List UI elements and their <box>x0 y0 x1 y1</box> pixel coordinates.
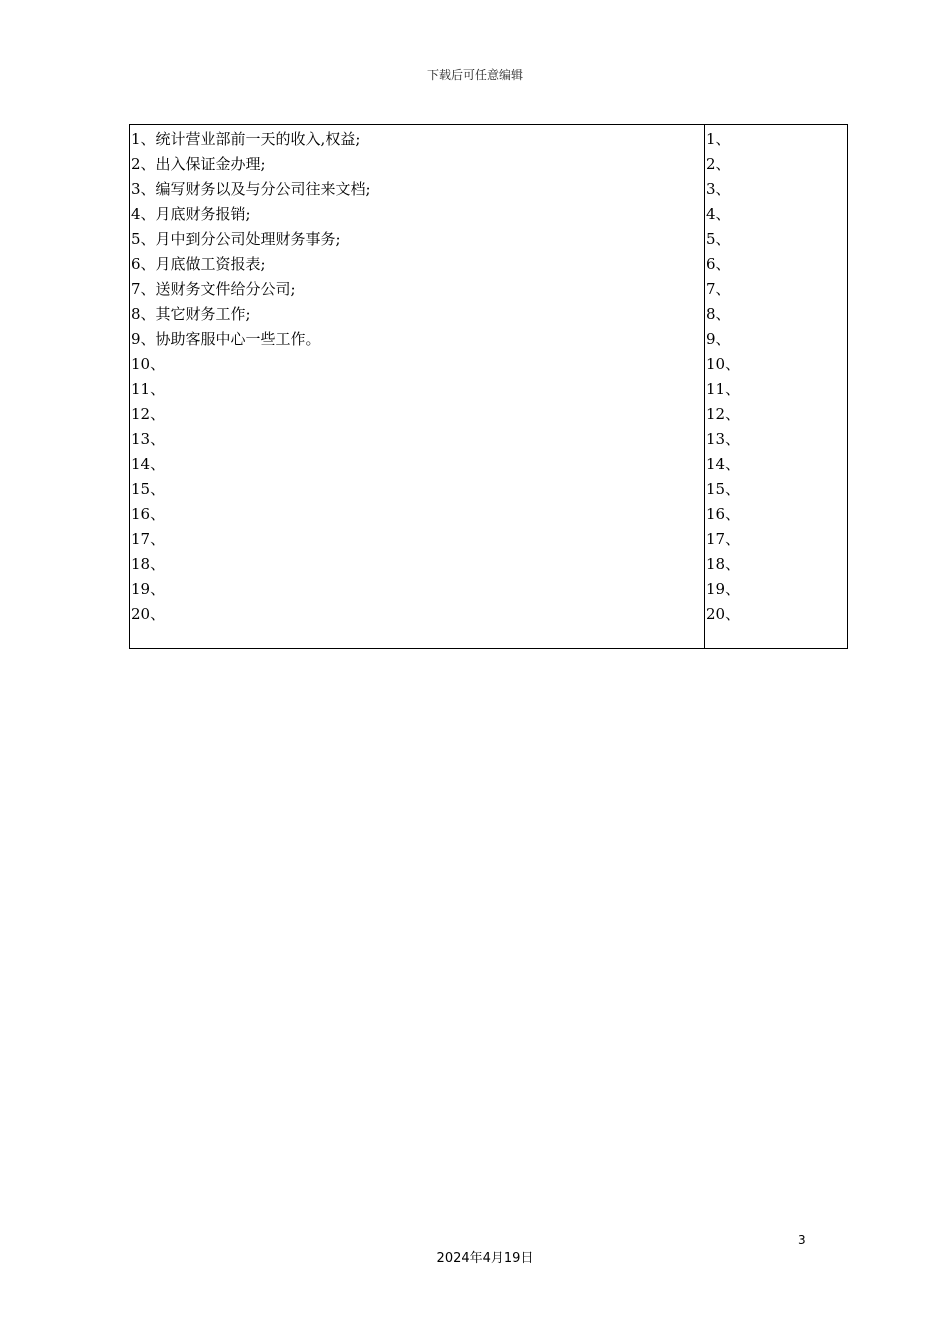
duty-row: 13、 <box>706 430 741 448</box>
duty-row: 19、 <box>706 580 741 598</box>
duties-table <box>129 124 848 649</box>
duty-row: 10、 <box>131 355 166 373</box>
duty-row: 4、 <box>706 205 731 223</box>
duty-row: 17、 <box>706 530 741 548</box>
footer-date: 2024年4月19日 <box>436 1251 534 1266</box>
duty-row: 5、 <box>706 230 731 248</box>
duty-row: 2、出入保证金办理; <box>131 155 266 173</box>
duty-row: 19、 <box>131 580 166 598</box>
duties-left-column <box>130 125 705 648</box>
duty-row: 8、 <box>706 305 731 323</box>
duty-row: 6、 <box>706 255 731 273</box>
duty-row: 18、 <box>706 555 741 573</box>
page-header-note: 下载后可任意编辑 <box>426 68 523 82</box>
duty-row: 3、编写财务以及与分公司往来文档; <box>131 180 371 198</box>
duty-row: 16、 <box>131 505 166 523</box>
duty-row: 12、 <box>706 405 741 423</box>
duty-row: 20、 <box>131 605 166 623</box>
duty-row: 15、 <box>706 480 741 498</box>
duties-right-column <box>705 125 847 648</box>
duty-row: 11、 <box>706 380 741 398</box>
duty-row: 2、 <box>706 155 731 173</box>
duty-row: 20、 <box>706 605 741 623</box>
duty-row: 4、月底财务报销; <box>131 205 251 223</box>
duty-row: 8、其它财务工作; <box>131 305 251 323</box>
duty-row: 14、 <box>131 455 166 473</box>
duty-row: 16、 <box>706 505 741 523</box>
duty-row: 10、 <box>706 355 741 373</box>
page-number: 3 <box>798 1233 806 1247</box>
duty-row: 13、 <box>131 430 166 448</box>
duty-row: 14、 <box>706 455 741 473</box>
duty-row: 15、 <box>131 480 166 498</box>
duty-row: 7、 <box>706 280 731 298</box>
duty-row: 5、月中到分公司处理财务事务; <box>131 230 341 248</box>
duty-row: 3、 <box>706 180 731 198</box>
duty-row: 1、 <box>706 130 731 148</box>
duty-row: 7、送财务文件给分公司; <box>131 280 296 298</box>
duty-row: 1、统计营业部前一天的收入,权益; <box>131 130 361 148</box>
duty-row: 9、 <box>706 330 731 348</box>
duty-row: 9、协助客服中心一些工作。 <box>131 330 321 348</box>
duty-row: 11、 <box>131 380 166 398</box>
duty-row: 17、 <box>131 530 166 548</box>
duty-row: 6、月底做工资报表; <box>131 255 266 273</box>
duty-row: 12、 <box>131 405 166 423</box>
duty-row: 18、 <box>131 555 166 573</box>
